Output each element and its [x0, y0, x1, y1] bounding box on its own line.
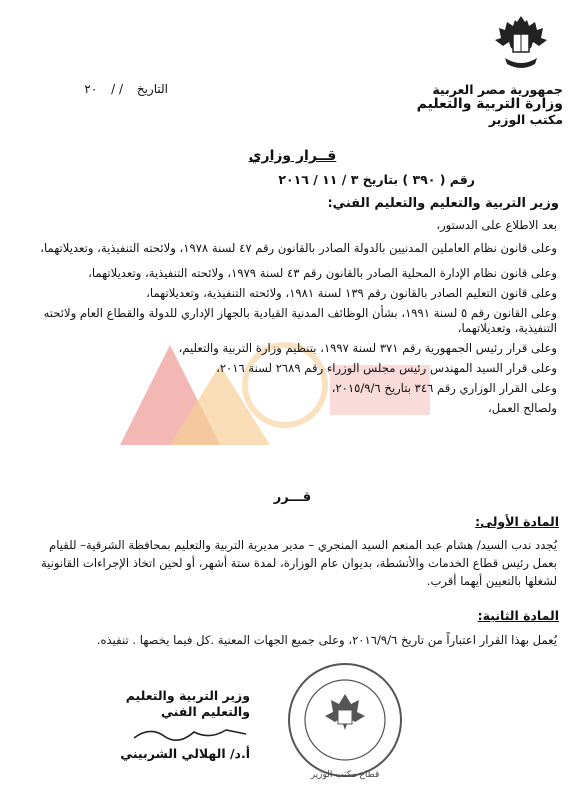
preamble-line: وعلى قرار رئيس الجمهورية رقم ٣٧١ لسنة ١٩٩٧، بتنظيم وزارة التربية والتعليم،	[178, 341, 557, 355]
signature-block	[80, 688, 250, 762]
decided-heading: قـــرر	[273, 490, 312, 505]
decree-number-line: رقم ( ٣٩٠ ) بتاريخ ٣ / ١١ / ٢٠١٦	[278, 172, 475, 187]
article1-text: يُجدد ندب السيد/ هشام عبد المنعم السيد المنجري – مدير مديرية التربية والتعليم بمحافظة الشرقية– للقيام بعمل رئيس قطاع الخدمات والأنشطة، بديوان عام الوزارة، لمدة ستة أشهر، أو لحين اتخاذ الإجراءات القانونية لشغلها بالتعيين أيهما أقرب.	[40, 538, 557, 588]
preamble	[26, 218, 557, 416]
date-year: ٢٠	[84, 82, 98, 96]
preamble-line: وعلى قرار السيد المهندس رئيس مجلس الوزراء رقم ٢٦٨٩ لسنة ٢٠١٦،	[216, 361, 557, 375]
header-block	[413, 82, 563, 127]
official-seal-icon	[285, 660, 405, 780]
article2-text: يُعمل بهذا القرار اعتباراً من تاريخ ٢٠١٦/٩/٦، وعلى جميع الجهات المعنية .كل فيما يخصها . تنفيذه.	[96, 633, 557, 647]
preamble-line: وعلى قانون التعليم الصادر بالقانون رقم ١٣٩ لسنة ١٩٨١، ولائحته التنفيذية، وتعديلاتهما،	[146, 286, 557, 300]
preamble-line: ولصالح العمل،	[488, 401, 557, 415]
office-name: مكتب الوزير	[488, 112, 563, 127]
signature-role: وزير التربية والتعليم والتعليم الفني	[125, 688, 250, 719]
preamble-line: وعلى قانون نظام العاملين المدنيين بالدولة الصادر بالقانون رقم ٤٧ لسنة ١٩٧٨، ولائحته التنفيذية، وتعديلاتهما،	[40, 241, 557, 255]
article1-title: المادة الأولى:	[475, 514, 559, 529]
seal-caption: قطاع مكتب الوزير	[310, 770, 380, 780]
date-slashes: / /	[111, 82, 124, 96]
signature-name: أ.د/ الهلالي الشربيني	[120, 746, 250, 761]
ministry-name: وزارة التربية والتعليم	[416, 96, 563, 112]
eagle-emblem-icon	[493, 12, 549, 74]
preamble-line: وعلى قانون نظام الإدارة المحلية الصادر بالقانون رقم ٤٣ لسنة ١٩٧٩، ولائحته التنفيذية، وتعديلاتهما،	[88, 266, 557, 280]
article2-title: المادة الثانية:	[477, 608, 559, 623]
date-label: التاريخ	[136, 82, 168, 96]
minister-heading: وزير التربية والتعليم والتعليم الفني:	[327, 196, 559, 211]
preamble-line: بعد الاطلاع على الدستور،	[436, 218, 557, 232]
handwritten-signature-icon	[130, 722, 250, 744]
country-name: جمهورية مصر العربية	[432, 82, 563, 97]
preamble-line: وعلى القانون رقم ٥ لسنة ١٩٩١، بشأن الوظائف المدنية القيادية بالجهاز الإداري للدولة والقطاع العام ولائحته التنفيذية، وتعديلاتهما،	[43, 306, 557, 335]
preamble-line: وعلى القرار الوزاري رقم ٣٤٦ بتاريخ ٢٠١٥/٩/٦،	[331, 381, 557, 395]
date-line	[28, 82, 168, 96]
document-title: قــرار وزاري	[248, 148, 337, 164]
